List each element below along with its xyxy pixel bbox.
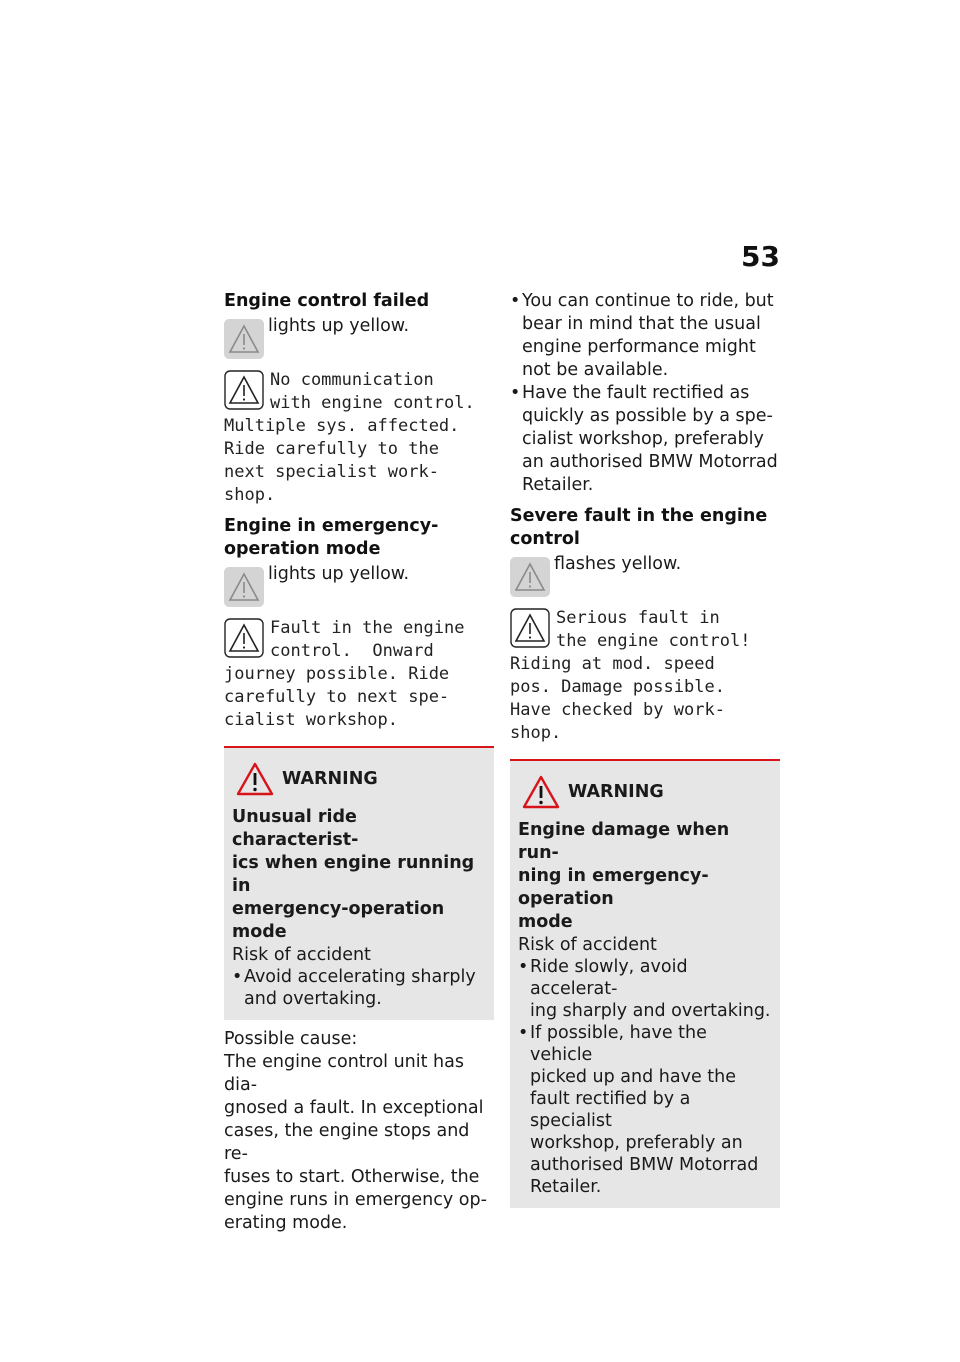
- warning-bullets: [518, 956, 772, 1198]
- heading-line: Engine in emergency-: [224, 516, 439, 536]
- right-column: [510, 290, 780, 1208]
- indicator-text: lights up yellow.: [268, 316, 410, 336]
- warning-subtitle: Engine damage when run- ning in emergency-operation mode: [518, 820, 730, 932]
- warning-triangle-filled-icon: [224, 319, 264, 359]
- display-message: [510, 607, 780, 745]
- bullet-list: [510, 290, 780, 497]
- list-item: • If possible, have the vehicle picked up and have the fault rectified by a specialist workshop, preferably an authorised BMW Motorrad Retailer.: [518, 1022, 772, 1198]
- warning-triangle-outline-icon: [224, 618, 264, 658]
- warning-exclamation-icon: [522, 775, 560, 809]
- warning-box: [510, 759, 780, 1208]
- indicator-row: [224, 315, 494, 359]
- left-column: [224, 290, 494, 1235]
- list-item: • Have the fault rectified as quickly as possible by a spe- cialist workshop, preferably an authorised BMW Motorrad Retailer.: [510, 382, 780, 497]
- display-message: [224, 617, 494, 732]
- warning-subtitle: Unusual ride characterist- ics when engine running in emergency-operation mode: [232, 807, 475, 942]
- display-message-text: Fault in the engine control. Onward journey possible. Ride carefully to next spe- cialist workshop.: [224, 618, 465, 730]
- warning-risk: Risk of accident: [518, 935, 657, 955]
- cause-label: Possible cause:: [224, 1029, 358, 1049]
- warning-title: [232, 762, 486, 796]
- display-message-text: No communication with engine control. Multiple sys. affected. Ride carefully to the next specialist work- shop.: [224, 370, 475, 505]
- indicator-row: [510, 553, 780, 597]
- indicator-text: lights up yellow.: [268, 564, 410, 584]
- warning-exclamation-icon: [236, 762, 274, 796]
- list-item: • Ride slowly, avoid accelerat- ing sharply and overtaking.: [518, 956, 772, 1022]
- list-item: • Avoid accelerating sharply and overtaking.: [232, 966, 486, 1010]
- indicator-row: [224, 563, 494, 607]
- section-heading-emergency-mode: [224, 515, 494, 561]
- warning-title-text: WARNING: [568, 782, 664, 802]
- display-message-text: Serious fault in the engine control! Riding at mod. speed pos. Damage possible. Have checked by work- shop.: [510, 608, 751, 743]
- warning-box: [224, 746, 494, 1020]
- cause-text: The engine control unit has dia- gnosed a fault. In exceptional cases, the engine stops and re- fuses to start. Otherwise, the engine runs in emergency op- erating mode.: [224, 1052, 487, 1233]
- warning-triangle-outline-icon: [510, 608, 550, 648]
- section-heading-severe-fault: Severe fault in the engine control: [510, 506, 768, 549]
- warning-triangle-outline-icon: [224, 370, 264, 410]
- section-heading-engine-control-failed: Engine control failed: [224, 291, 430, 311]
- page-number: 53: [741, 240, 780, 273]
- warning-title: [518, 775, 772, 809]
- warning-triangle-filled-icon: [510, 557, 550, 597]
- warning-bullets: [232, 966, 486, 1010]
- indicator-text: flashes yellow.: [554, 554, 682, 574]
- display-message: [224, 369, 494, 507]
- list-item: • You can continue to ride, but bear in mind that the usual engine performance might not be available.: [510, 290, 780, 382]
- warning-risk: Risk of accident: [232, 945, 371, 965]
- heading-line: operation mode: [224, 539, 381, 559]
- warning-title-text: WARNING: [282, 769, 378, 789]
- warning-triangle-filled-icon: [224, 567, 264, 607]
